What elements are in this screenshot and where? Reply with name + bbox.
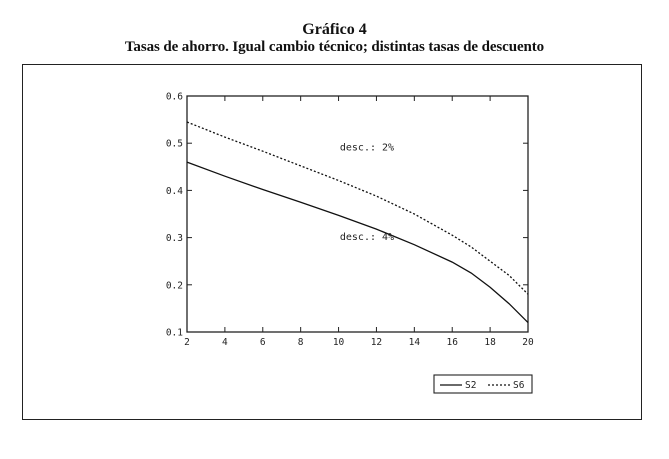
x-tick-label: 6 xyxy=(259,337,266,348)
chart-subtitle: Tasas de ahorro. Igual cambio técnico; distintas tasas de descuento xyxy=(124,39,545,55)
y-axis xyxy=(166,92,528,339)
y-tick-label: 0.1 xyxy=(165,327,183,339)
x-tick-label: 12 xyxy=(370,337,383,348)
chart-frame xyxy=(22,64,642,420)
plot-area xyxy=(187,96,528,332)
annotation-label: desc.: 2% xyxy=(339,142,395,154)
y-tick-label: 0.4 xyxy=(165,185,183,197)
legend xyxy=(434,375,532,393)
x-tick-label: 4 xyxy=(222,337,228,348)
line-chart xyxy=(23,65,640,418)
x-axis xyxy=(184,96,534,348)
x-tick-label: 18 xyxy=(484,337,496,348)
x-tick-label: 8 xyxy=(297,337,304,348)
x-tick-label: 16 xyxy=(446,337,458,348)
legend-label: S2 xyxy=(465,380,477,391)
x-tick-label: 20 xyxy=(522,337,534,348)
annotation-label: desc.: 4% xyxy=(339,231,395,243)
y-tick-label: 0.2 xyxy=(165,280,183,292)
x-tick-label: 10 xyxy=(332,337,345,348)
legend-label: S6 xyxy=(513,380,525,391)
y-tick-label: 0.6 xyxy=(165,91,183,103)
x-tick-label: 2 xyxy=(184,337,190,348)
y-tick-label: 0.5 xyxy=(165,138,183,150)
chart-title: Gráfico 4 xyxy=(302,21,367,38)
x-tick-label: 14 xyxy=(408,337,421,348)
y-tick-label: 0.3 xyxy=(165,233,183,245)
